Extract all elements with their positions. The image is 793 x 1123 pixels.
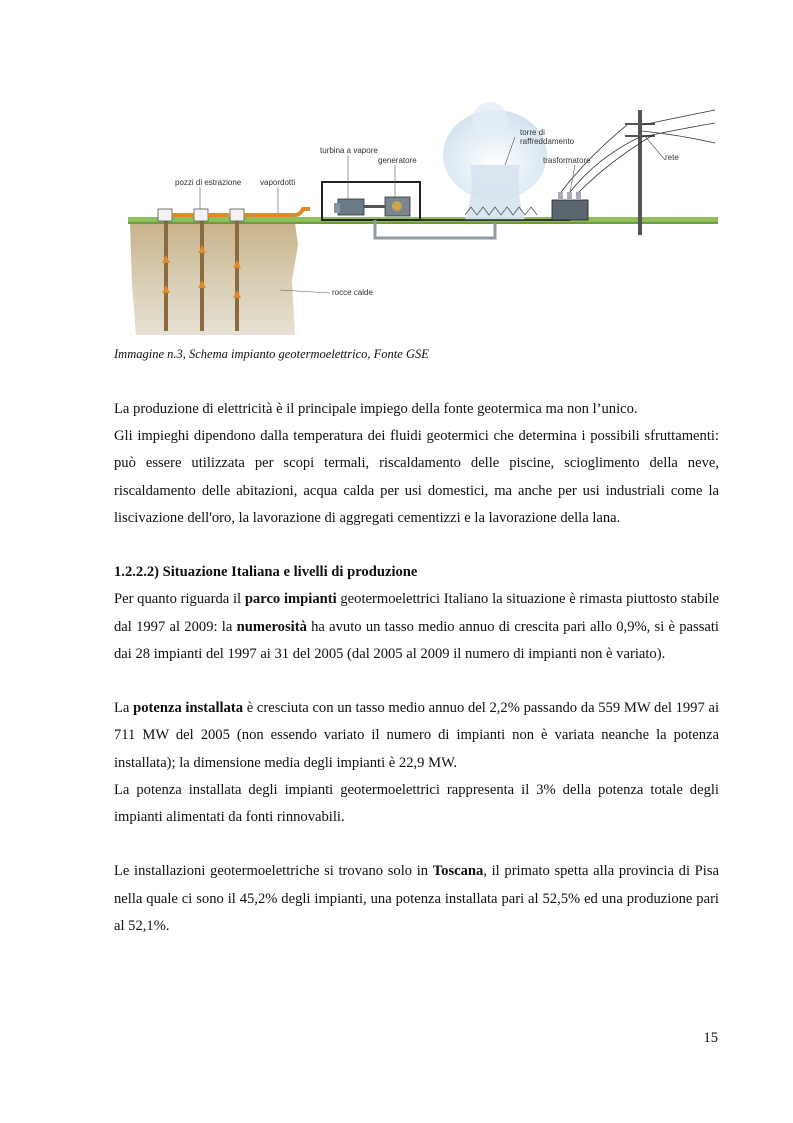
label-grid: rete (665, 153, 679, 162)
ground-section (130, 223, 298, 335)
label-wells: pozzi di estrazione (175, 178, 242, 187)
cooling-tower (443, 102, 547, 220)
para2-bold-numerosita: numerosità (236, 618, 307, 635)
section-heading: 1.2.2.2) Situazione Italiana e livelli di produzione (114, 564, 418, 581)
main-text (114, 396, 719, 940)
label-turbine: turbina a vapore (320, 146, 378, 155)
wellhead (158, 209, 172, 221)
para4-text2: , il primato spetta alla provincia di Pisa nella quale ci sono il 45,2% degli impianti, una potenza installata pari al 52,5% ed una produzione pari al 52,1%. (114, 863, 719, 934)
para2 (114, 586, 719, 668)
transformer (552, 192, 588, 220)
steam-turbine (334, 199, 364, 215)
label-hot-rocks: rocce calde (332, 288, 373, 297)
para3-bold-potenza-installata: potenza installata (133, 700, 244, 717)
wellhead (194, 209, 208, 221)
para2-text2: geotermoelettrici Italiano la situazione è rimasta piuttosto stabile dal 1997 al 2009: la (114, 591, 720, 635)
para3 (114, 695, 719, 777)
figure-caption: Immagine n.3, Schema impianto geotermoelettrico, Fonte GSE (114, 347, 429, 361)
para2-text3: ha avuto un tasso medio annuo di crescita pari allo 0,9%, si è passati dai 28 impianti del 1997 ai 31 del 2005 (dal 2005 al 2009 il numero di impianti non è variato). (114, 618, 719, 662)
label-cooling-tower-line1: torre di (520, 128, 545, 137)
para4 (114, 858, 719, 940)
label-cooling-tower (520, 128, 575, 146)
label-generator: generatore (378, 156, 417, 165)
para3-text1: La (114, 700, 134, 717)
para4-bold-toscana: Toscana (432, 863, 484, 880)
wellhead (230, 209, 244, 221)
geothermal-plant-diagram (120, 95, 720, 340)
para2-bold-parco-impianti: parco impianti (244, 591, 337, 608)
label-steam-pipes: vapordotti (260, 178, 296, 187)
para1-sentence1: La produzione di elettricità è il principale impiego della fonte geotermica ma non l’unico. (114, 401, 638, 417)
page-number: 15 (703, 1030, 718, 1046)
para2-text1: Per quanto riguarda il (114, 591, 245, 608)
label-transformer: trasformatore (543, 156, 591, 165)
para4-text1: Le installazioni geotermoelettriche si trovano solo in (114, 863, 433, 880)
para3-sentence2: La potenza installata degli impianti geotermoelettrici rappresenta il 3% della potenza totale degli impianti alimentati da fonti rinnovabili. (114, 781, 719, 826)
generator (385, 197, 410, 216)
label-cooling-tower-line2: raffreddamento (520, 137, 575, 146)
geothermal-plant-figure (120, 95, 720, 340)
para1-sentence2: Gli impieghi dipendono dalla temperatura dei fluidi geotermici che determina i possibili sfruttamenti: può essere utilizzata per scopi termali, riscaldamento delle piscine, scioglimento della neve, riscaldamento delle abitazioni, acqua calda per usi domestici, ma anche per usi industriali come la liscivazione dell'oro, la lavorazione di aggregati cementizzi e la lavorazione della lana. (114, 428, 719, 526)
para3-text2: è cresciuta con un tasso medio annuo del 2,2% passando da 559 MW del 1997 ai 711 MW del 2005 (non essendo variato il numero di impianti non è variata neanche la potenza installata); la dimensione media degli impianti è 22,9 MW. (114, 700, 719, 771)
